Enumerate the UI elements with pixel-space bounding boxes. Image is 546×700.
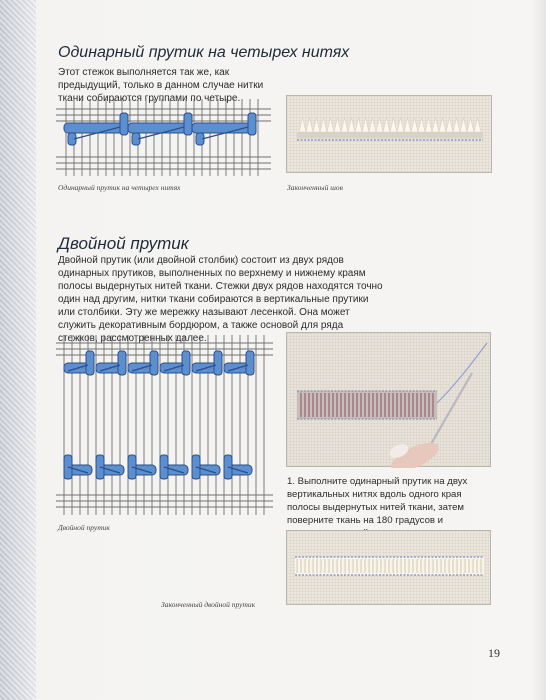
section-title-single-four: Одинарный прутик на четырех нитях [58, 44, 350, 61]
step-instruction: 1. Выполните одинарный прутик на двух вертикальных нитях вдоль одного края полосы выдернутых нитей ткани, затем поверните ткань на 180 градусов и [287, 476, 468, 526]
section-text-double: Двойной прутик (или двойной столбик) состоит из двух рядов одинарных прутиков, выполненных по верхнему и нижнему краям полосы выдернутых нитей ткани. Стежки двух рядов находятся точно один над другим, нитки ткани собираются в вертикальные прутики или столбики. Эту же мережку называют лесенкой. Она может служить декоративным бордюром, а также основой для ряда стежков, рассмотренных далее. [58, 255, 383, 344]
fabric-edge-decoration [0, 0, 36, 700]
diagram-caption-double: Двойной прутик [58, 523, 110, 532]
photo-caption-finished-double: Законченный двойной прутик [161, 600, 256, 609]
photo-finished-double [286, 530, 491, 605]
photo-finished-stitch [286, 95, 492, 173]
page-number: 19 [488, 646, 500, 660]
photo-stitching-in-progress [286, 332, 491, 467]
section-text-single-four: Этот стежок выполняется так же, как предыдущий, только в данном случае нитки ткани собираются группами по четыре. [58, 67, 264, 104]
page-edge-shadow [532, 0, 546, 700]
section-title-double: Двойной прутик [58, 234, 189, 253]
photo-caption-finished-stitch: Законченный шов [287, 183, 343, 192]
diagram-caption-single-four: Одинарный прутик на четырех нитях [58, 183, 181, 192]
diagram-double [56, 335, 273, 515]
diagram-single-four [56, 99, 271, 176]
